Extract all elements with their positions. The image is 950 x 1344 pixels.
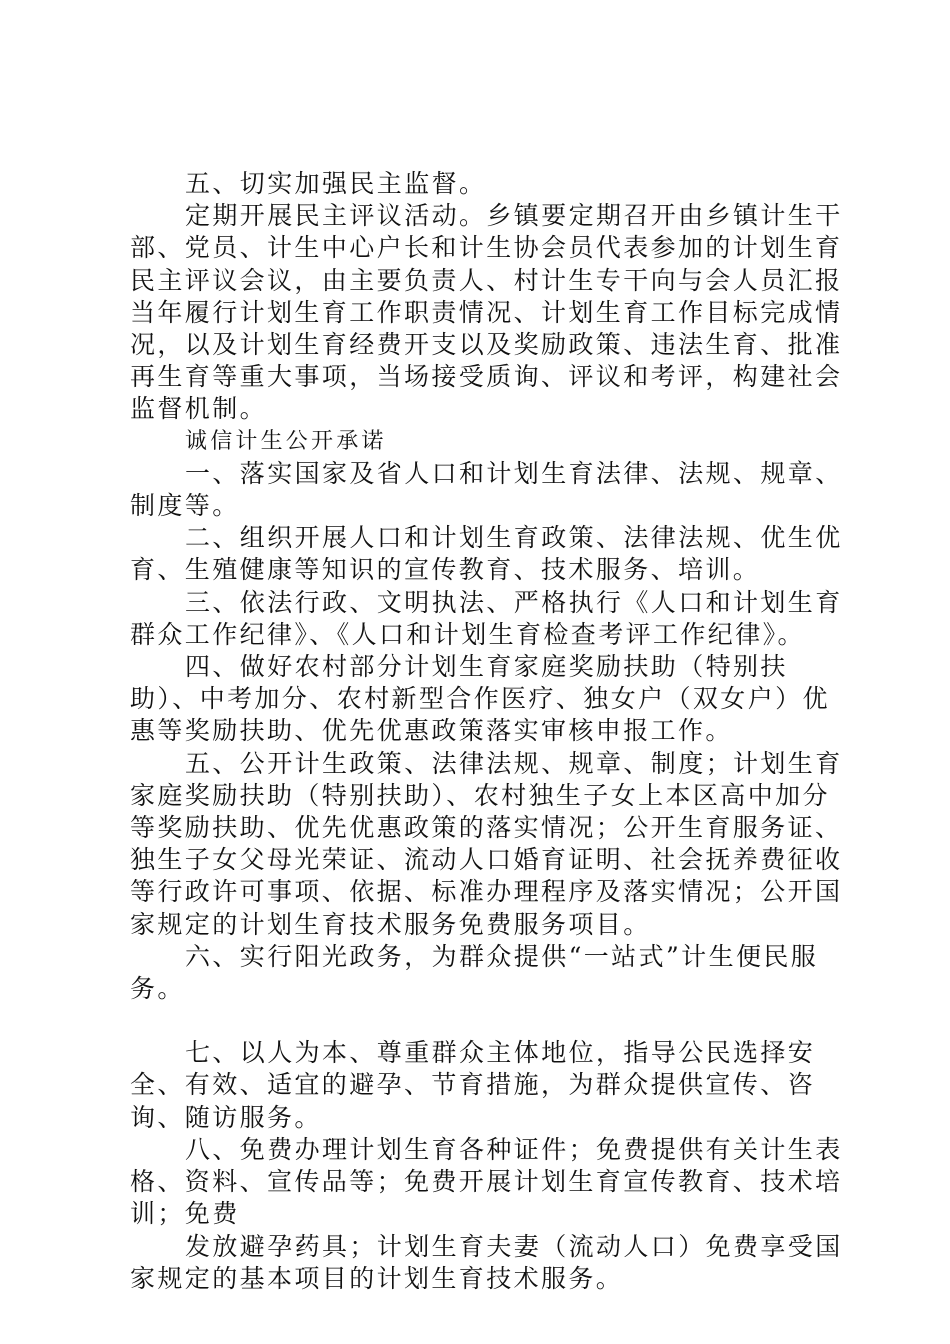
commitment-item-1: 一、落实国家及省人口和计划生育法律、法规、规章、制度等。 bbox=[130, 458, 843, 521]
paragraph-democratic-review: 定期开展民主评议活动。乡镇要定期召开由乡镇计生干部、党员、计生中心户长和计生协会员代表参加的计划生育民主评议会议，由主要负责人、村计生专干向与会人员汇报当年履行计划生育工作职责情况、计划生育工作目标完成情况，以及计划生育经费开支以及奖励政策、违法生育、批准再生育等重大事项，当场接受质询、评议和考评，构建社会监督机制。 bbox=[130, 201, 843, 424]
commitment-item-3: 三、依法行政、文明执法、严格执行《人口和计划生育群众工作纪律》、《人口和计划生育检查考评工作纪律》。 bbox=[130, 587, 843, 649]
subheading-public-commitment: 诚信计生公开承诺 bbox=[185, 428, 387, 454]
commitment-item-4: 四、做好农村部分计划生育家庭奖励扶助（特别扶助）、中考加分、农村新型合作医疗、独女户（双女户）优惠等奖励扶助、优先优惠政策落实审核申报工作。 bbox=[130, 652, 830, 746]
commitment-item-7: 七、以人为本、尊重群众主体地位，指导公民选择安全、有效、适宜的避孕、节育措施，为群众提供宣传、咨询、随访服务。 bbox=[130, 1038, 816, 1132]
commitment-item-2: 二、组织开展人口和计划生育政策、法律法规、优生优育、生殖健康等知识的宣传教育、技术服务、培训。 bbox=[130, 523, 843, 585]
paragraph-gap bbox=[130, 1005, 850, 1037]
section-heading-five: 五、切实加强民主监督。 bbox=[185, 169, 487, 198]
commitment-item-5: 五、公开计生政策、法律法规、规章、制度；计划生育家庭奖励扶助（特别扶助）、农村独生子女上本区高中加分等奖励扶助、优先优惠政策的落实情况；公开生育服务证、独生子女父母光荣证、流动人口婚育证明、社会抚养费征收等行政许可事项、依据、标准办理程序及落实情况；公开国家规定的计划生育技术服务免费服务项目。 bbox=[130, 748, 843, 939]
commitment-item-8: 八、免费办理计划生育各种证件；免费提供有关计生表格、资料、宣传品等；免费开展计划生育宣传教育、技术培训；免费 bbox=[130, 1134, 843, 1229]
commitment-item-6: 六、实行阳光政务，为群众提供“一站式”计生便民服务。 bbox=[130, 941, 819, 1004]
document-body bbox=[130, 168, 850, 1295]
commitment-item-8-continued: 发放避孕药具；计划生育夫妻（流动人口）免费享受国家规定的基本项目的计划生育技术服务。 bbox=[130, 1231, 843, 1293]
